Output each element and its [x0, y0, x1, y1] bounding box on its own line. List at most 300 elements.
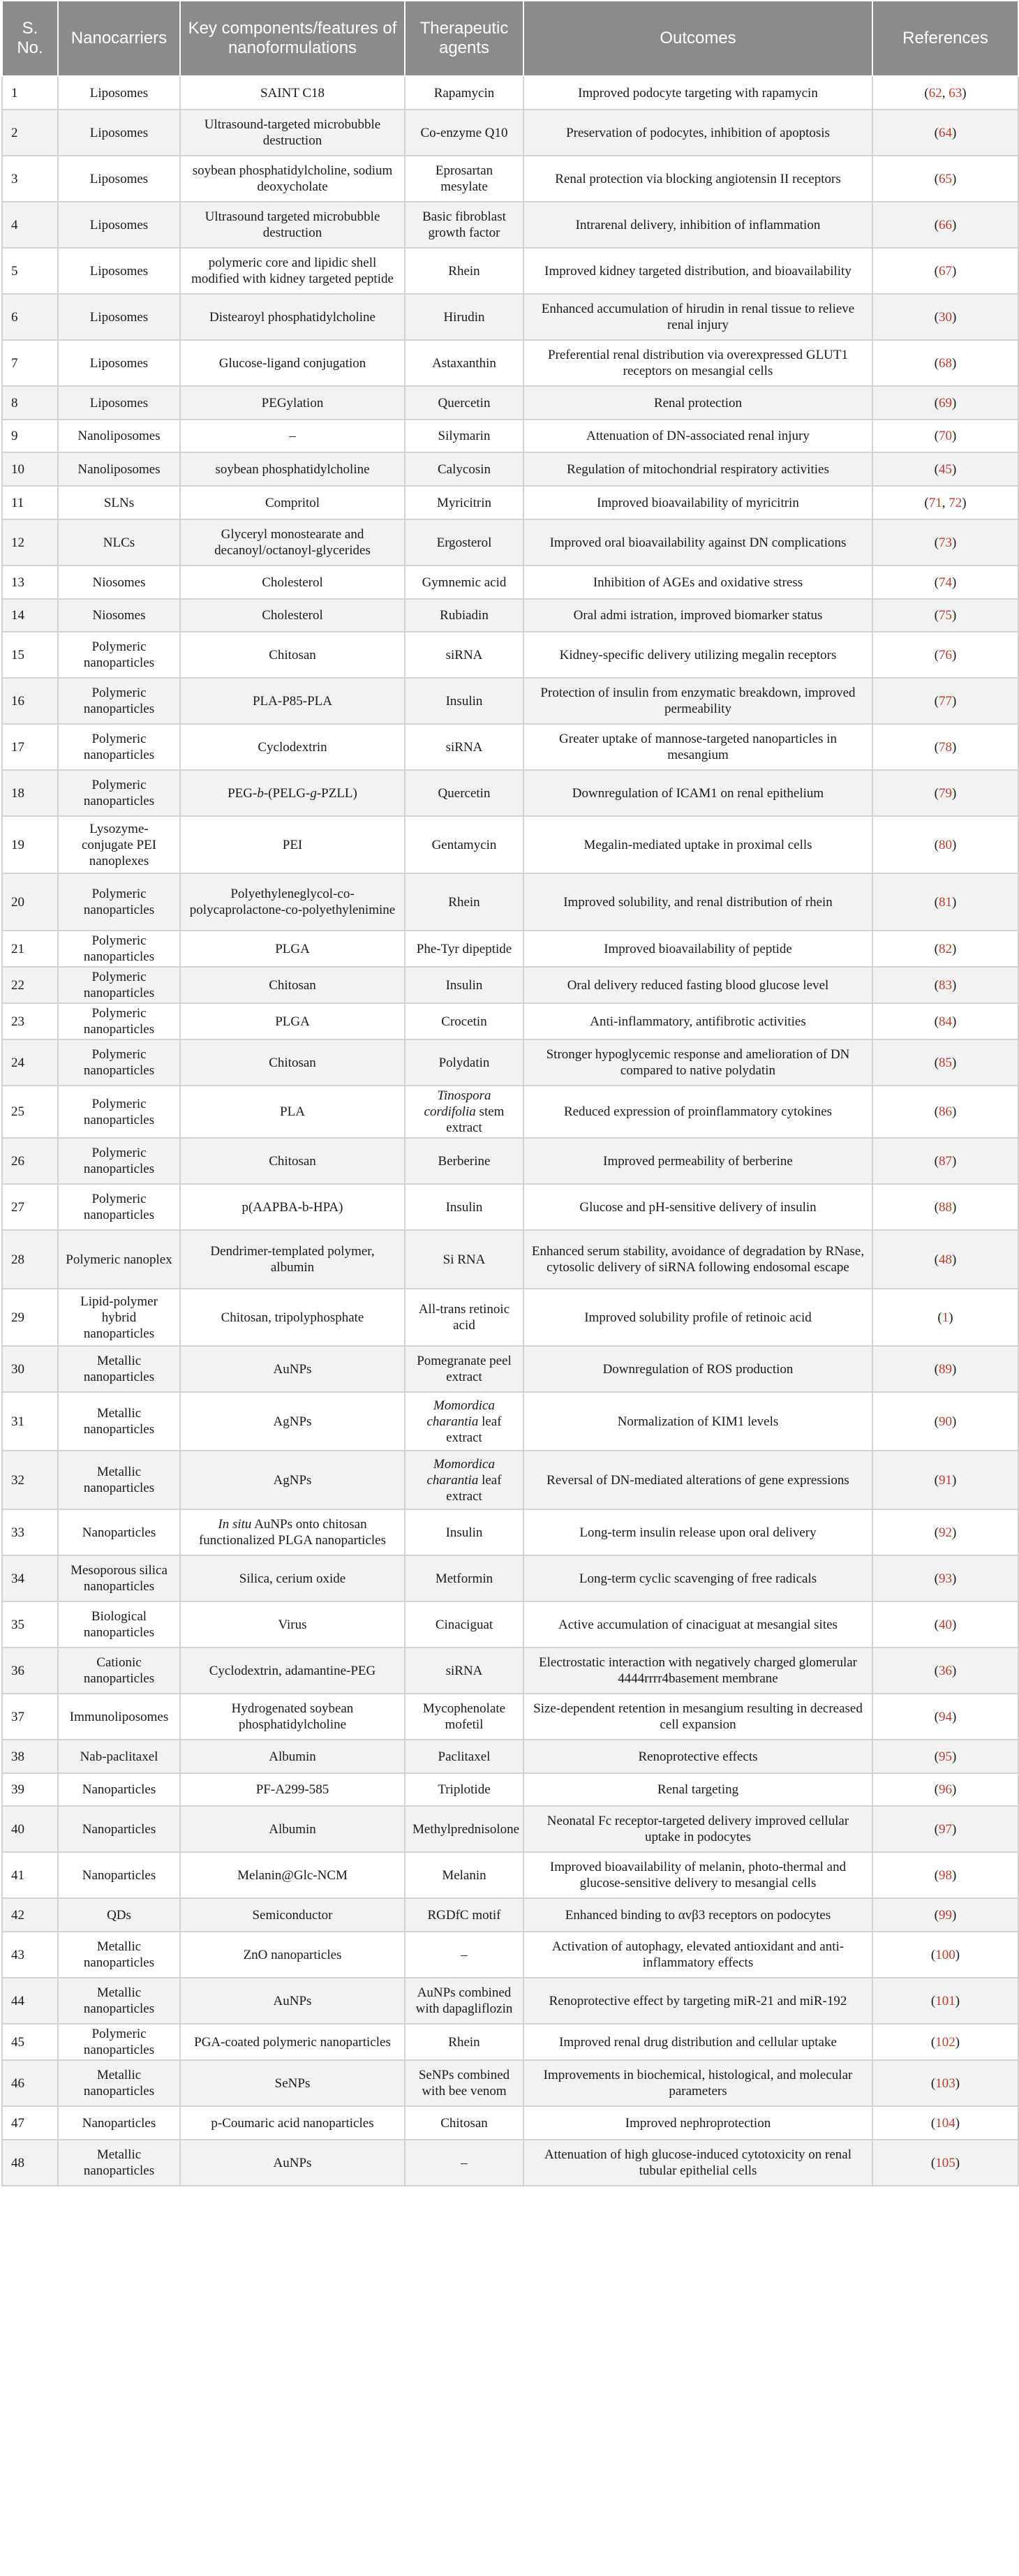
cell-references: (30) [872, 294, 1018, 340]
table-row [2, 1086, 1018, 1138]
table-row [2, 340, 1018, 386]
table-row [2, 724, 1018, 770]
cell-outcome: Kidney-specific delivery utilizing megalin receptors [523, 632, 872, 678]
cell-therapeutic-agent: Insulin [405, 967, 523, 1003]
table-row [2, 1740, 1018, 1773]
cell-components: ZnO nanoparticles [180, 1932, 405, 1978]
cell-therapeutic-agent: Insulin [405, 1184, 523, 1230]
reference-link[interactable]: 80 [939, 837, 952, 852]
cell-outcome: Improved bioavailability of myricitrin [523, 486, 872, 519]
table-row [2, 2140, 1018, 2186]
cell-sno: 44 [2, 1978, 58, 2024]
cell-nanocarrier: Liposomes [58, 110, 180, 156]
cell-therapeutic-agent: Ergosterol [405, 519, 523, 565]
cell-components: Cholesterol [180, 565, 405, 599]
table-header-row [2, 1, 1018, 76]
table-row [2, 1932, 1018, 1978]
cell-nanocarrier: Polymeric nanoparticles [58, 678, 180, 724]
reference-link[interactable]: 85 [939, 1055, 952, 1070]
cell-components: soybean phosphatidylcholine [180, 452, 405, 486]
reference-link[interactable]: 64 [939, 125, 952, 140]
cell-outcome: Enhanced accumulation of hirudin in renal tissue to relieve renal injury [523, 294, 872, 340]
cell-references: (68) [872, 340, 1018, 386]
cell-references: (48) [872, 1230, 1018, 1289]
cell-components: – [180, 420, 405, 452]
cell-components: AuNPs [180, 2140, 405, 2186]
cell-outcome: Stronger hypoglycemic response and amelioration of DN compared to native polydatin [523, 1039, 872, 1086]
cell-sno: 34 [2, 1555, 58, 1601]
cell-nanocarrier: Liposomes [58, 294, 180, 340]
cell-sno: 10 [2, 452, 58, 486]
cell-therapeutic-agent: Hirudin [405, 294, 523, 340]
reference-link[interactable]: 90 [939, 1414, 952, 1429]
reference-link[interactable]: 78 [939, 739, 952, 755]
reference-link[interactable]: 76 [939, 647, 952, 662]
reference-link[interactable]: 82 [939, 941, 952, 956]
table-row [2, 1003, 1018, 1039]
cell-references: (96) [872, 1773, 1018, 1806]
header-sno: S. No. [2, 1, 58, 76]
cell-nanocarrier: Nanoparticles [58, 1773, 180, 1806]
cell-components: Distearoyl phosphatidylcholine [180, 294, 405, 340]
cell-therapeutic-agent: RGDfC motif [405, 1898, 523, 1932]
cell-therapeutic-agent: Cinaciguat [405, 1601, 523, 1648]
cell-components: Dendrimer-templated polymer, albumin [180, 1230, 405, 1289]
cell-therapeutic-agent: Polydatin [405, 1039, 523, 1086]
cell-references: (81) [872, 873, 1018, 931]
cell-nanocarrier: Lipid-polymer hybrid nanoparticles [58, 1289, 180, 1346]
cell-components: In situ AuNPs onto chitosan functionalized PLGA nanoparticles [180, 1509, 405, 1555]
cell-components: Cyclodextrin [180, 724, 405, 770]
cell-therapeutic-agent: SeNPs combined with bee venom [405, 2060, 523, 2106]
cell-sno: 31 [2, 1392, 58, 1451]
cell-sno: 43 [2, 1932, 58, 1978]
table-row [2, 519, 1018, 565]
cell-references: (64) [872, 110, 1018, 156]
reference-link[interactable]: 36 [939, 1663, 952, 1678]
cell-therapeutic-agent: Crocetin [405, 1003, 523, 1039]
cell-outcome: Improved bioavailability of peptide [523, 931, 872, 967]
cell-outcome: Electrostatic interaction with negatively charged glomerular 4444rrrr4basement membrane [523, 1648, 872, 1694]
cell-references: (91) [872, 1451, 1018, 1509]
cell-components: Polyethyleneglycol-co-polycaprolactone-co-polyethylenimine [180, 873, 405, 931]
cell-references: (62, 63) [872, 76, 1018, 110]
cell-nanocarrier: Metallic nanoparticles [58, 1451, 180, 1509]
cell-therapeutic-agent: Rhein [405, 248, 523, 294]
cell-outcome: Regulation of mitochondrial respiratory activities [523, 452, 872, 486]
table-row [2, 1346, 1018, 1392]
cell-outcome: Megalin-mediated uptake in proximal cells [523, 816, 872, 873]
cell-nanocarrier: Polymeric nanoparticles [58, 724, 180, 770]
cell-therapeutic-agent: siRNA [405, 724, 523, 770]
cell-outcome: Improvements in biochemical, histological, and molecular parameters [523, 2060, 872, 2106]
reference-link[interactable]: 97 [939, 1821, 952, 1837]
cell-components: AgNPs [180, 1392, 405, 1451]
cell-nanocarrier: QDs [58, 1898, 180, 1932]
cell-outcome: Neonatal Fc receptor-targeted delivery improved cellular uptake in podocytes [523, 1806, 872, 1852]
cell-therapeutic-agent: Quercetin [405, 386, 523, 420]
cell-references: (94) [872, 1694, 1018, 1740]
cell-components: Glyceryl monostearate and decanoyl/octanoyl-glycerides [180, 519, 405, 565]
cell-outcome: Oral delivery reduced fasting blood glucose level [523, 967, 872, 1003]
cell-therapeutic-agent: All-trans retinoic acid [405, 1289, 523, 1346]
cell-references: (65) [872, 156, 1018, 202]
cell-nanocarrier: Cationic nanoparticles [58, 1648, 180, 1694]
cell-nanocarrier: Nanoparticles [58, 2106, 180, 2140]
cell-nanocarrier: Polymeric nanoplex [58, 1230, 180, 1289]
cell-therapeutic-agent: Mycophenolate mofetil [405, 1694, 523, 1740]
table-row [2, 632, 1018, 678]
cell-sno: 35 [2, 1601, 58, 1648]
reference-link[interactable]: 103 [935, 2075, 955, 2091]
nanocarrier-table [1, 0, 1019, 2186]
reference-link[interactable]: 66 [939, 217, 952, 232]
cell-references: (98) [872, 1852, 1018, 1898]
cell-sno: 7 [2, 340, 58, 386]
table-row [2, 2060, 1018, 2106]
cell-references: (92) [872, 1509, 1018, 1555]
reference-link[interactable]: 87 [939, 1153, 952, 1169]
reference-link[interactable]: 62 [928, 85, 942, 101]
cell-nanocarrier: Metallic nanoparticles [58, 2140, 180, 2186]
cell-sno: 8 [2, 386, 58, 420]
cell-nanocarrier: Polymeric nanoparticles [58, 1003, 180, 1039]
cell-outcome: Protection of insulin from enzymatic breakdown, improved permeability [523, 678, 872, 724]
cell-components: PLGA [180, 931, 405, 967]
cell-sno: 4 [2, 202, 58, 248]
table-row [2, 486, 1018, 519]
reference-link[interactable]: 30 [939, 309, 952, 325]
cell-sno: 20 [2, 873, 58, 931]
cell-outcome: Long-term insulin release upon oral delivery [523, 1509, 872, 1555]
cell-references: (101) [872, 1978, 1018, 2024]
cell-sno: 12 [2, 519, 58, 565]
cell-components: p-Coumaric acid nanoparticles [180, 2106, 405, 2140]
cell-outcome: Improved podocyte targeting with rapamycin [523, 76, 872, 110]
reference-link[interactable]: 91 [939, 1472, 952, 1488]
cell-nanocarrier: Mesoporous silica nanoparticles [58, 1555, 180, 1601]
reference-link[interactable]: 104 [935, 2115, 955, 2131]
reference-link[interactable]: 102 [935, 2034, 955, 2050]
cell-references: (87) [872, 1138, 1018, 1184]
cell-sno: 24 [2, 1039, 58, 1086]
reference-link[interactable]: 83 [939, 977, 952, 993]
cell-components: AgNPs [180, 1451, 405, 1509]
table-row [2, 1978, 1018, 2024]
reference-link[interactable]: 69 [939, 395, 952, 410]
cell-nanocarrier: Niosomes [58, 565, 180, 599]
cell-therapeutic-agent: Si RNA [405, 1230, 523, 1289]
table-row [2, 1852, 1018, 1898]
cell-sno: 2 [2, 110, 58, 156]
cell-components: Albumin [180, 1740, 405, 1773]
cell-references: (84) [872, 1003, 1018, 1039]
cell-references: (76) [872, 632, 1018, 678]
reference-link[interactable]: 74 [939, 575, 952, 590]
table-row [2, 1184, 1018, 1230]
reference-link[interactable]: 45 [939, 461, 952, 477]
cell-sno: 25 [2, 1086, 58, 1138]
reference-link[interactable]: 100 [935, 1947, 955, 1962]
cell-therapeutic-agent: Momordica charantia leaf extract [405, 1451, 523, 1509]
cell-nanocarrier: Immunoliposomes [58, 1694, 180, 1740]
cell-nanocarrier: Metallic nanoparticles [58, 1932, 180, 1978]
cell-references: (95) [872, 1740, 1018, 1773]
reference-link[interactable]: 98 [939, 1867, 952, 1883]
cell-components: Chitosan [180, 632, 405, 678]
reference-link[interactable]: 70 [939, 429, 952, 443]
cell-sno: 9 [2, 420, 58, 452]
cell-nanocarrier: Polymeric nanoparticles [58, 1086, 180, 1138]
table-row [2, 202, 1018, 248]
cell-components: Compritol [180, 486, 405, 519]
cell-references: (105) [872, 2140, 1018, 2186]
table-row [2, 1601, 1018, 1648]
cell-references: (36) [872, 1648, 1018, 1694]
cell-references: (88) [872, 1184, 1018, 1230]
table-row [2, 873, 1018, 931]
reference-link[interactable]: 94 [939, 1709, 952, 1724]
cell-sno: 41 [2, 1852, 58, 1898]
cell-outcome: Activation of autophagy, elevated antioxidant and anti-inflammatory effects [523, 1932, 872, 1978]
cell-components: AuNPs [180, 1346, 405, 1392]
table-row [2, 110, 1018, 156]
cell-outcome: Improved kidney targeted distribution, and bioavailability [523, 248, 872, 294]
reference-link[interactable]: 73 [939, 535, 952, 550]
cell-components: SAINT C18 [180, 76, 405, 110]
cell-sno: 46 [2, 2060, 58, 2106]
reference-link[interactable]: 40 [939, 1617, 952, 1632]
reference-link[interactable]: 99 [939, 1907, 952, 1923]
reference-link[interactable]: 67 [939, 263, 952, 279]
cell-outcome: Inhibition of AGEs and oxidative stress [523, 565, 872, 599]
cell-nanocarrier: Metallic nanoparticles [58, 2060, 180, 2106]
header-nanocarriers: Nanocarriers [58, 1, 180, 76]
cell-components: Silica, cerium oxide [180, 1555, 405, 1601]
cell-references: (97) [872, 1806, 1018, 1852]
cell-nanocarrier: Polymeric nanoparticles [58, 770, 180, 816]
cell-outcome: Oral admi istration, improved biomarker status [523, 599, 872, 632]
table-row [2, 1555, 1018, 1601]
cell-nanocarrier: Nanoparticles [58, 1509, 180, 1555]
cell-therapeutic-agent: Insulin [405, 1509, 523, 1555]
cell-components: Chitosan, tripolyphosphate [180, 1289, 405, 1346]
cell-components: AuNPs [180, 1978, 405, 2024]
cell-therapeutic-agent: Calycosin [405, 452, 523, 486]
reference-link[interactable]: 92 [939, 1525, 952, 1540]
cell-sno: 11 [2, 486, 58, 519]
cell-therapeutic-agent: siRNA [405, 1648, 523, 1694]
table-row [2, 1773, 1018, 1806]
cell-components: Cholesterol [180, 599, 405, 632]
cell-components: PEG-b-(PELG-g-PZLL) [180, 770, 405, 816]
cell-sno: 19 [2, 816, 58, 873]
cell-therapeutic-agent: Silymarin [405, 420, 523, 452]
cell-sno: 36 [2, 1648, 58, 1694]
cell-nanocarrier: Biological nanoparticles [58, 1601, 180, 1648]
cell-therapeutic-agent: Melanin [405, 1852, 523, 1898]
cell-sno: 29 [2, 1289, 58, 1346]
reference-link[interactable]: 68 [939, 355, 952, 371]
reference-link[interactable]: 48 [939, 1252, 952, 1267]
cell-sno: 26 [2, 1138, 58, 1184]
table-row [2, 1509, 1018, 1555]
cell-nanocarrier: Liposomes [58, 340, 180, 386]
cell-sno: 13 [2, 565, 58, 599]
cell-components: PEI [180, 816, 405, 873]
cell-components: SeNPs [180, 2060, 405, 2106]
reference-link[interactable]: 84 [939, 1014, 952, 1029]
reference-link[interactable]: 96 [939, 1782, 952, 1797]
table-body [2, 76, 1018, 2186]
reference-link[interactable]: 79 [939, 785, 952, 801]
cell-components: Virus [180, 1601, 405, 1648]
cell-components: PLA [180, 1086, 405, 1138]
cell-nanocarrier: Nanoliposomes [58, 452, 180, 486]
cell-outcome: Reversal of DN-mediated alterations of gene expressions [523, 1451, 872, 1509]
cell-sno: 47 [2, 2106, 58, 2140]
reference-link[interactable]: 86 [939, 1104, 952, 1119]
cell-components: Cyclodextrin, adamantine-PEG [180, 1648, 405, 1694]
cell-references: (71, 72) [872, 486, 1018, 519]
cell-therapeutic-agent: Rubiadin [405, 599, 523, 632]
cell-nanocarrier: Liposomes [58, 386, 180, 420]
cell-nanocarrier: Nab-paclitaxel [58, 1740, 180, 1773]
cell-sno: 14 [2, 599, 58, 632]
cell-therapeutic-agent: Triplotide [405, 1773, 523, 1806]
cell-nanocarrier: Polymeric nanoparticles [58, 2024, 180, 2060]
cell-therapeutic-agent: Astaxanthin [405, 340, 523, 386]
cell-references: (74) [872, 565, 1018, 599]
cell-nanocarrier: Liposomes [58, 248, 180, 294]
cell-sno: 28 [2, 1230, 58, 1289]
table-row [2, 248, 1018, 294]
cell-sno: 1 [2, 76, 58, 110]
table-row [2, 1289, 1018, 1346]
reference-link[interactable]: 101 [935, 1993, 955, 2008]
cell-therapeutic-agent: – [405, 1932, 523, 1978]
table-row [2, 1138, 1018, 1184]
cell-therapeutic-agent: Paclitaxel [405, 1740, 523, 1773]
table-row [2, 2024, 1018, 2060]
cell-components: Albumin [180, 1806, 405, 1852]
cell-components: polymeric core and lipidic shell modified with kidney targeted peptide [180, 248, 405, 294]
table-row [2, 770, 1018, 816]
cell-sno: 45 [2, 2024, 58, 2060]
cell-sno: 48 [2, 2140, 58, 2186]
table-row [2, 1230, 1018, 1289]
cell-outcome: Improved nephroprotection [523, 2106, 872, 2140]
reference-link[interactable]: 65 [939, 171, 952, 186]
reference-link[interactable]: 71 [928, 495, 942, 510]
cell-components: PF-A299-585 [180, 1773, 405, 1806]
cell-nanocarrier: Niosomes [58, 599, 180, 632]
cell-therapeutic-agent: Rapamycin [405, 76, 523, 110]
cell-references: (104) [872, 2106, 1018, 2140]
cell-references: (67) [872, 248, 1018, 294]
cell-nanocarrier: Polymeric nanoparticles [58, 873, 180, 931]
cell-nanocarrier: Polymeric nanoparticles [58, 967, 180, 1003]
cell-references: (40) [872, 1601, 1018, 1648]
cell-therapeutic-agent: Eprosartan mesylate [405, 156, 523, 202]
cell-therapeutic-agent: AuNPs combined with dapagliflozin [405, 1978, 523, 2024]
table-row [2, 386, 1018, 420]
cell-references: (99) [872, 1898, 1018, 1932]
cell-references: (75) [872, 599, 1018, 632]
cell-references: (82) [872, 931, 1018, 967]
cell-outcome: Improved solubility, and renal distribution of rhein [523, 873, 872, 931]
reference-link[interactable]: 105 [935, 2155, 955, 2170]
cell-sno: 42 [2, 1898, 58, 1932]
cell-nanocarrier: Lysozyme-conjugate PEI nanoplexes [58, 816, 180, 873]
cell-components: PLA-P85-PLA [180, 678, 405, 724]
cell-nanocarrier: Polymeric nanoparticles [58, 1138, 180, 1184]
cell-outcome: Preservation of podocytes, inhibition of apoptosis [523, 110, 872, 156]
reference-link[interactable]: 1 [942, 1310, 949, 1325]
reference-link[interactable]: 75 [939, 608, 952, 623]
cell-components: Ultrasound targeted microbubble destruction [180, 202, 405, 248]
cell-sno: 37 [2, 1694, 58, 1740]
reference-link[interactable]: 93 [939, 1571, 952, 1586]
cell-sno: 30 [2, 1346, 58, 1392]
reference-link[interactable]: 89 [939, 1361, 952, 1377]
cell-outcome: Size-dependent retention in mesangium resulting in decreased cell expansion [523, 1694, 872, 1740]
cell-outcome: Normalization of KIM1 levels [523, 1392, 872, 1451]
cell-references: (70) [872, 420, 1018, 452]
table-row [2, 565, 1018, 599]
cell-outcome: Enhanced serum stability, avoidance of degradation by RNase, cytosolic delivery of siRNA following endosomal escape [523, 1230, 872, 1289]
reference-link[interactable]: 81 [939, 894, 952, 910]
cell-outcome: Renal protection via blocking angiotensin II receptors [523, 156, 872, 202]
cell-components: Melanin@Glc-NCM [180, 1852, 405, 1898]
cell-components: Semiconductor [180, 1898, 405, 1932]
cell-nanocarrier: Polymeric nanoparticles [58, 931, 180, 967]
cell-references: (80) [872, 816, 1018, 873]
cell-therapeutic-agent: Gymnemic acid [405, 565, 523, 599]
cell-therapeutic-agent: Rhein [405, 2024, 523, 2060]
reference-link[interactable]: 95 [939, 1749, 952, 1764]
cell-nanocarrier: Polymeric nanoparticles [58, 1039, 180, 1086]
header-references: References [872, 1, 1018, 76]
cell-references: (45) [872, 452, 1018, 486]
reference-link[interactable]: 72 [949, 495, 962, 510]
cell-references: (86) [872, 1086, 1018, 1138]
cell-nanocarrier: Nanoliposomes [58, 420, 180, 452]
table-row [2, 931, 1018, 967]
reference-link[interactable]: 77 [939, 693, 952, 709]
cell-components: Ultrasound-targeted microbubble destruction [180, 110, 405, 156]
cell-therapeutic-agent: Gentamycin [405, 816, 523, 873]
cell-sno: 18 [2, 770, 58, 816]
cell-outcome: Improved renal drug distribution and cellular uptake [523, 2024, 872, 2060]
cell-therapeutic-agent: Rhein [405, 873, 523, 931]
reference-link[interactable]: 63 [949, 85, 962, 101]
reference-link[interactable]: 88 [939, 1199, 952, 1215]
cell-therapeutic-agent: Pomegranate peel extract [405, 1346, 523, 1392]
cell-nanocarrier: NLCs [58, 519, 180, 565]
cell-references: (77) [872, 678, 1018, 724]
cell-therapeutic-agent: Quercetin [405, 770, 523, 816]
cell-outcome: Anti-inflammatory, antifibrotic activities [523, 1003, 872, 1039]
cell-therapeutic-agent: Momordica charantia leaf extract [405, 1392, 523, 1451]
cell-outcome: Glucose and pH-sensitive delivery of insulin [523, 1184, 872, 1230]
cell-references: (73) [872, 519, 1018, 565]
cell-nanocarrier: Polymeric nanoparticles [58, 632, 180, 678]
cell-components: Chitosan [180, 1039, 405, 1086]
table-row [2, 1451, 1018, 1509]
cell-outcome: Improved permeability of berberine [523, 1138, 872, 1184]
cell-components: Chitosan [180, 1138, 405, 1184]
